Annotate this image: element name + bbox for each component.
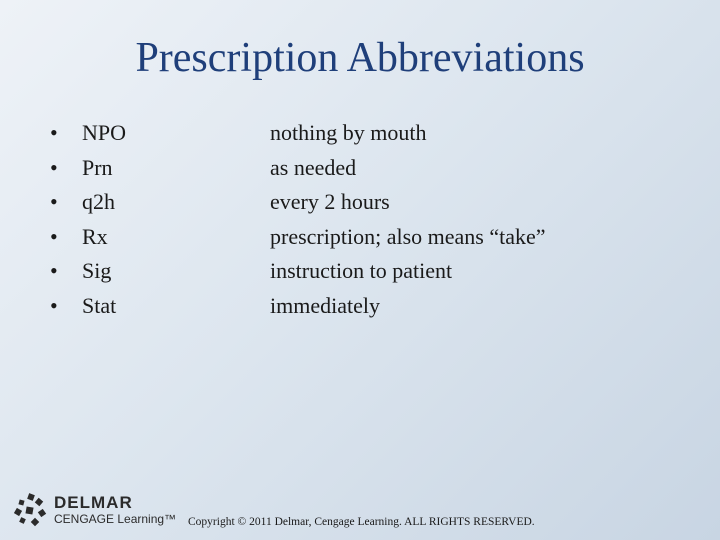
abbreviation: Prn [82,154,113,180]
abbreviation: Stat [82,292,117,318]
list-item [50,116,690,151]
bullet-icon: • [50,223,58,249]
abbreviation-meaning: every 2 hours [270,189,390,215]
abbreviation: Sig [82,258,112,284]
logo-text-cengage: CENGAGE Learning™ [54,512,177,526]
abbreviation-meaning: prescription; also means “take” [270,223,546,249]
bullet-icon: • [50,292,58,318]
abbreviation-meaning: as needed [270,154,357,180]
list-item [50,220,690,255]
abbreviation-meaning: immediately [270,292,380,318]
abbreviation: NPO [82,120,127,145]
abbreviation: q2h [82,189,115,215]
delmar-logo-icon [14,493,48,527]
bullet-icon: • [50,154,58,180]
logo-text-delmar: DELMAR [54,493,133,512]
abbreviation-list [50,116,690,324]
list-item [50,185,690,220]
list-item [50,254,690,289]
bullet-icon: • [50,120,58,145]
abbreviation: Rx [82,223,108,249]
bullet-icon: • [50,258,58,284]
copyright-notice: Copyright © 2011 Delmar, Cengage Learning. ALL RIGHTS RESERVED. [188,516,535,528]
abbreviation-meaning: nothing by mouth [270,120,427,145]
bullet-icon: • [50,189,58,215]
list-item [50,151,690,186]
list-item [50,289,690,324]
abbreviation-meaning: instruction to patient [270,258,453,284]
publisher-logo [14,492,184,528]
slide-title: Prescription Abbreviations [135,35,585,81]
